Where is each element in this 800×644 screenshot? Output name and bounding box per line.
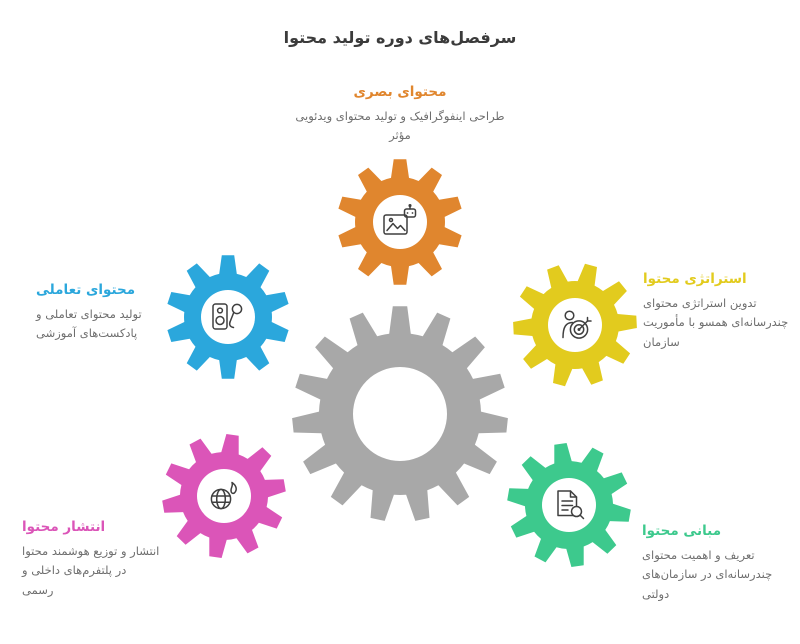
section-interactive-description: تولید محتوای تعاملی و پادکست‌های آموزشی bbox=[36, 307, 142, 341]
section-interactive-label: محتوای تعاملی bbox=[36, 282, 136, 298]
document-search-icon bbox=[558, 491, 584, 519]
section-strategy bbox=[643, 271, 795, 352]
section-basics bbox=[642, 523, 796, 604]
gear-interactive bbox=[167, 255, 288, 378]
section-visual-label: محتوای بصری bbox=[353, 84, 447, 100]
person-target-icon bbox=[563, 311, 591, 338]
speaker-microphone-icon bbox=[213, 304, 242, 329]
section-basics-label: مبانی محتوا bbox=[642, 523, 722, 539]
gear-visual bbox=[338, 159, 461, 284]
gear-strategy bbox=[513, 264, 637, 386]
section-publish-label: انتشار محتوا bbox=[22, 519, 106, 535]
section-strategy-label: استراتژی محتوا bbox=[643, 271, 747, 287]
image-ai-icon bbox=[384, 205, 416, 234]
section-visual-description: طراحی اینفوگرافیک و تولید محتوای ویدئویی مؤثر bbox=[295, 109, 505, 143]
section-strategy-description: تدوین استراتژی محتوای چندرسانه‌ای همسو با مأموریت سازمان bbox=[643, 296, 789, 349]
page-title: سرفصل‌های دوره تولید محتوا bbox=[283, 28, 517, 47]
section-publish bbox=[22, 519, 160, 600]
globe-flame-icon bbox=[211, 483, 236, 509]
section-visual bbox=[288, 84, 512, 146]
center-gear bbox=[292, 306, 508, 521]
section-interactive bbox=[36, 282, 164, 344]
section-basics-description: تعریف و اهمیت محتوای چندرسانه‌ای در سازمان‌های دولتی bbox=[642, 548, 773, 601]
section-publish-description: انتشار و توزیع هوشمند محتوا در پلتفرم‌های داخلی و رسمی bbox=[22, 544, 160, 597]
